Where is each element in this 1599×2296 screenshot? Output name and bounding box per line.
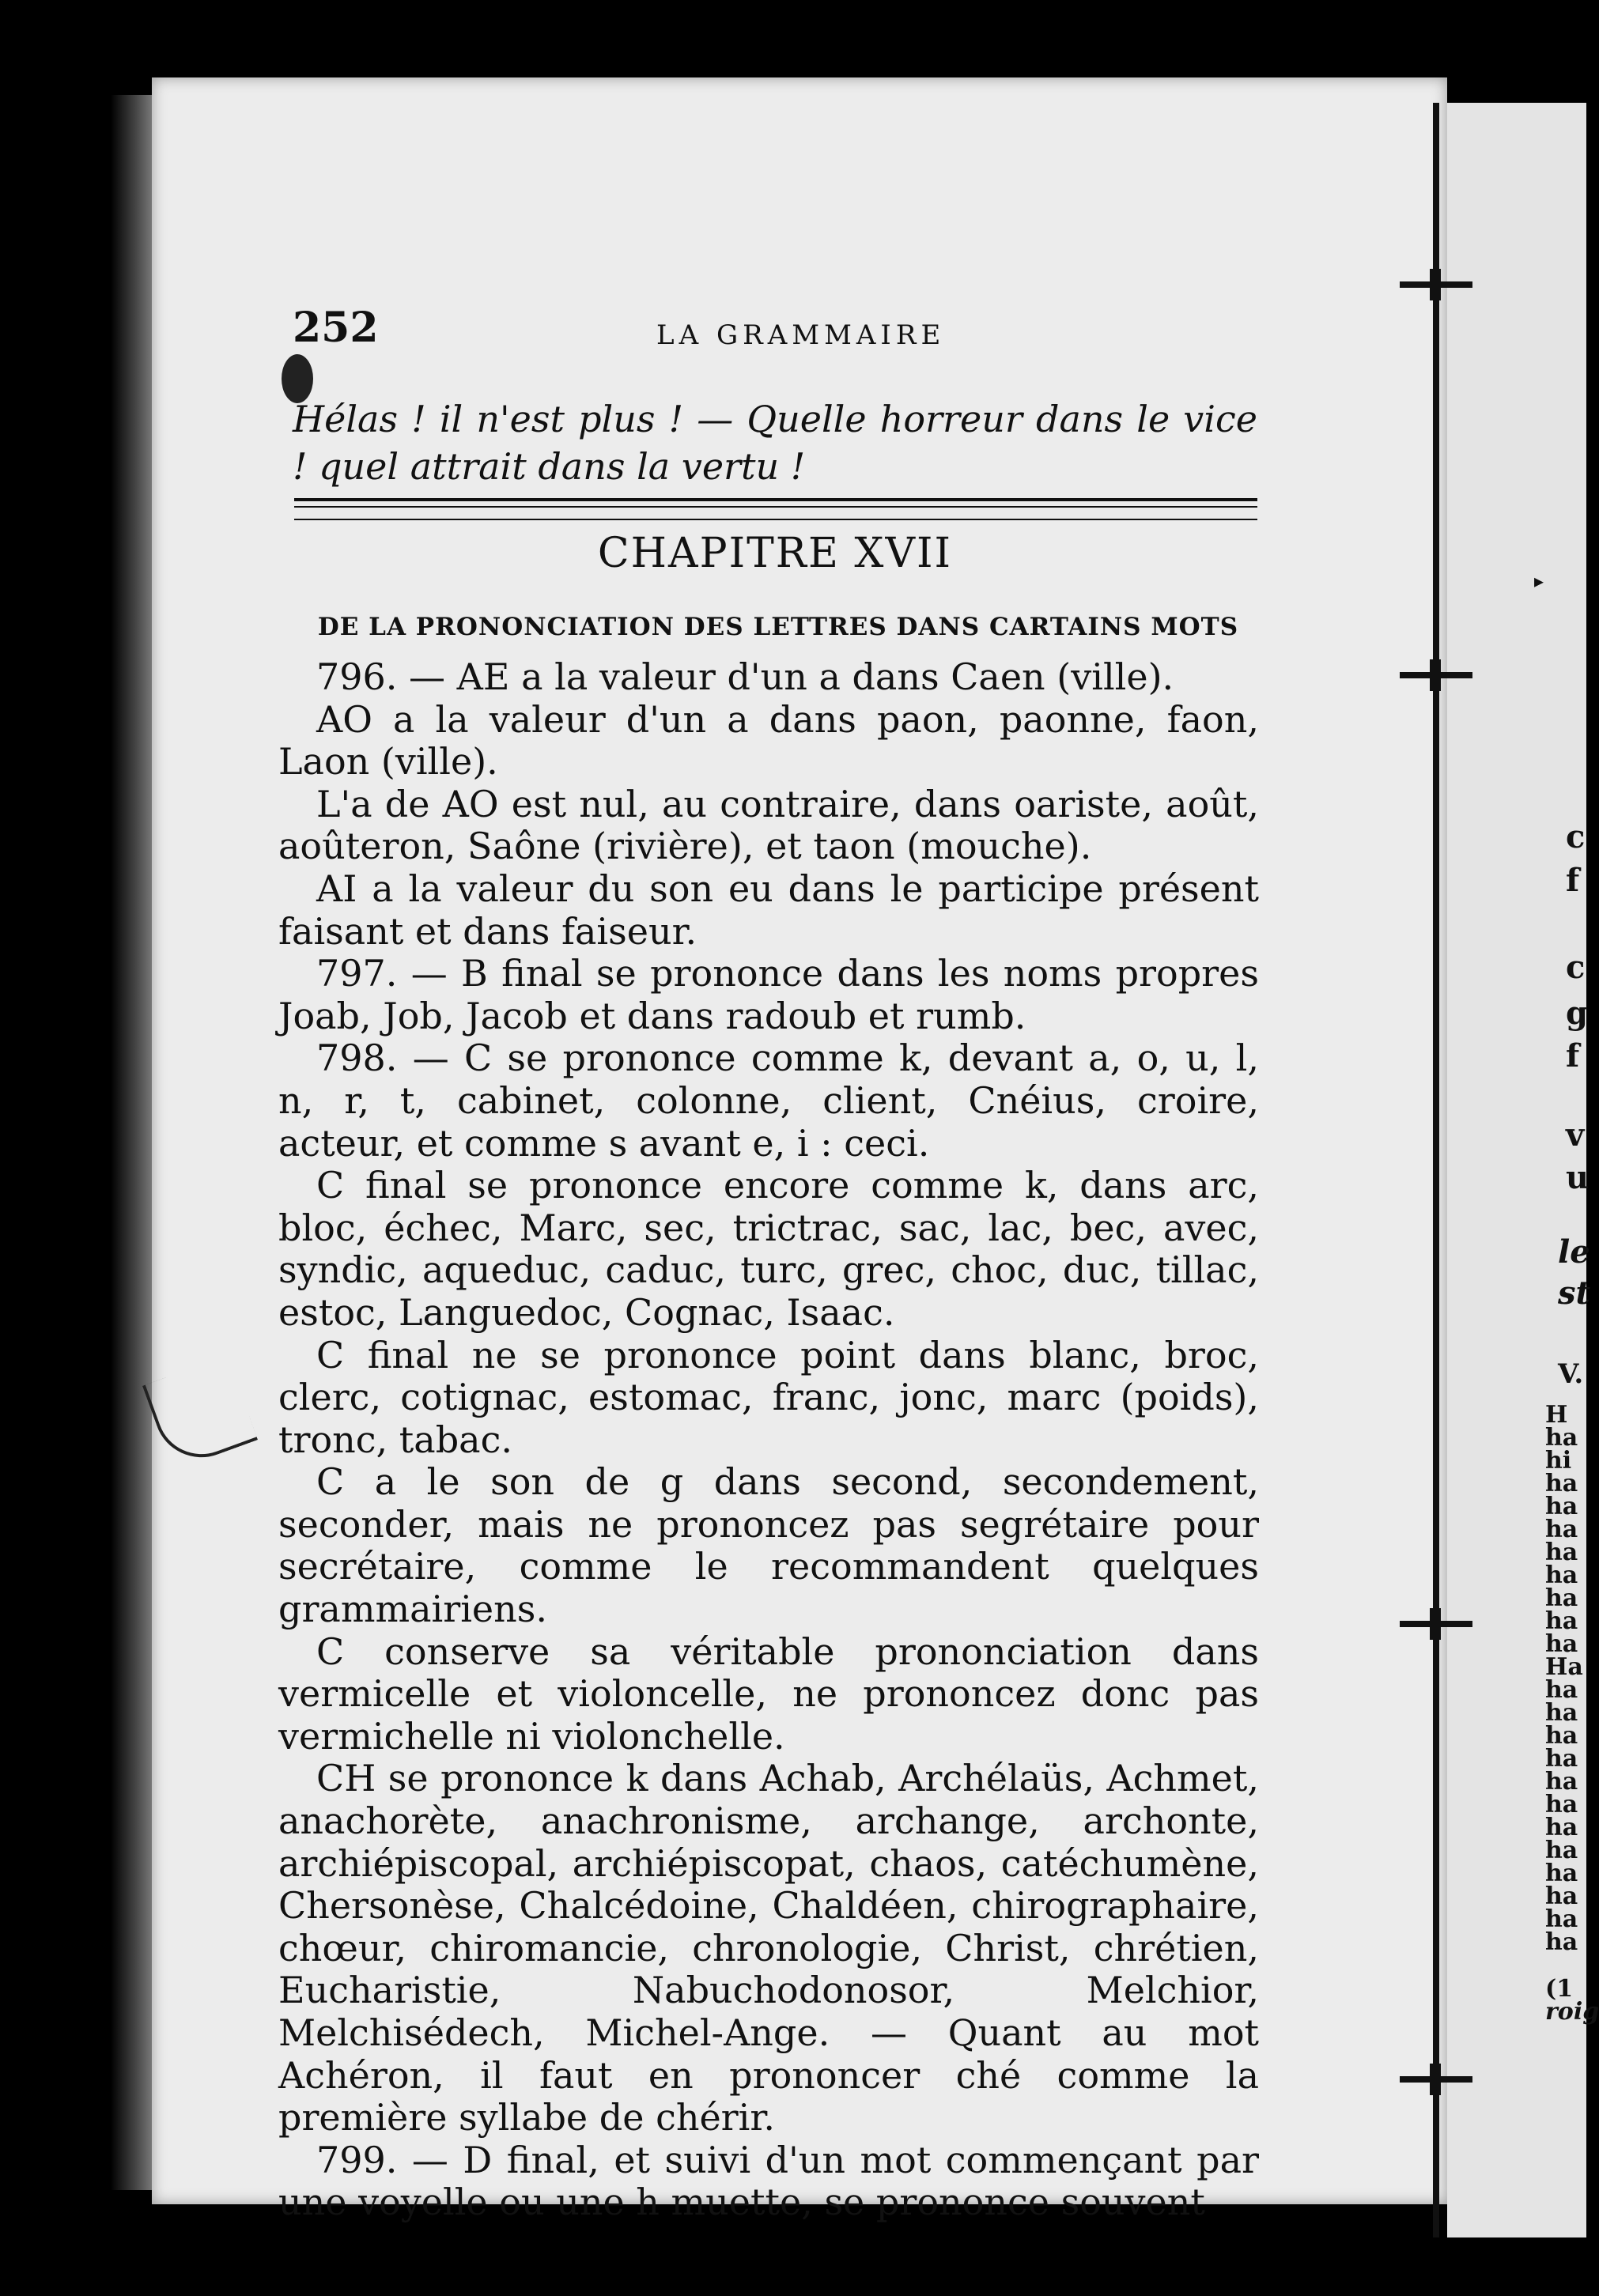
divider-rule xyxy=(294,506,1257,508)
column-word: ha xyxy=(1545,1539,1578,1566)
column-word: ha xyxy=(1545,1424,1578,1452)
edge-letter: c xyxy=(1566,949,1586,986)
column-word: ha xyxy=(1545,1768,1578,1796)
column-word: ha xyxy=(1545,1676,1578,1704)
chapter-body xyxy=(278,656,1259,2224)
column-word: ha xyxy=(1545,1493,1578,1520)
column-word: ha xyxy=(1545,1814,1578,1841)
adjacent-column xyxy=(1545,1401,1599,2026)
edge-letter: st xyxy=(1558,1275,1590,1312)
edge-letter: v xyxy=(1566,1116,1585,1154)
column-word: ha xyxy=(1545,1745,1578,1773)
column-word: ha xyxy=(1545,1837,1578,1864)
edge-letter: V. xyxy=(1558,1358,1584,1390)
paragraph: 797. — B final se prononce dans les noms propres Joab, Job, Jacob et dans radoub et rumb. xyxy=(278,952,1259,1037)
binding-mark xyxy=(1400,2076,1472,2083)
binding-mark xyxy=(1400,281,1472,288)
paragraph: CH se prononce k dans Achab, Archélaüs, Achmet, anachorète, anachronisme, archange, archonte, archiépiscopal, archiépiscopat, chaos, catéchumène, Chersonèse, Chalcédoine, Chaldéen, chirographaire, chœur, chiromancie, chronologie, Christ, chrétien, Eucharistie, Nabuchodonosor, Melchior, Melchisédech, Michel-Ange. — Quant au mot Achéron, il faut en prononcer ché comme la première syllabe de chérir. xyxy=(278,1757,1259,2139)
column-word: ha xyxy=(1545,1562,1578,1589)
paragraph: AI a la valeur du son eu dans le participe présent faisant et dans faiseur. xyxy=(278,867,1259,953)
column-word: ha xyxy=(1545,1630,1578,1658)
column-word: ha xyxy=(1545,1584,1578,1612)
column-word: ha xyxy=(1545,1699,1578,1727)
page-header xyxy=(293,304,1257,351)
column-word: ha xyxy=(1545,1791,1578,1818)
divider-rule xyxy=(294,519,1257,520)
column-word: Ha xyxy=(1545,1653,1583,1681)
paragraph: 799. — D final, et suivi d'un mot commençant par une voyelle ou une h muette, se prononce souvent xyxy=(278,2138,1259,2224)
page-number: 252 xyxy=(293,304,379,352)
column-word: ha xyxy=(1545,1905,1578,1933)
paragraph: AO a la valeur d'un a dans paon, paonne, faon, Laon (ville). xyxy=(278,697,1259,784)
edge-letter: le xyxy=(1558,1233,1590,1271)
paragraph: C a le son de g dans second, secondement, seconder, mais ne prononcez pas segrétaire pour secrétaire, comme le recommandent quelques grammairiens. xyxy=(278,1460,1259,1631)
paragraph: C final ne se prononce point dans blanc, broc, clerc, cotignac, estomac, franc, jonc, marc (poids), tronc, tabac. xyxy=(278,1333,1259,1461)
column-word: ha xyxy=(1545,1882,1578,1910)
running-title: LA GRAMMAIRE xyxy=(656,319,946,351)
column-word: ha xyxy=(1545,1722,1578,1750)
column-word: H xyxy=(1545,1401,1568,1429)
edge-letter: c xyxy=(1566,818,1586,855)
column-word: ha xyxy=(1545,1928,1578,1956)
edge-letter: f xyxy=(1566,1037,1580,1074)
chapter-title: CHAPITRE XVII xyxy=(597,530,953,577)
edge-letter: f xyxy=(1566,862,1580,899)
book-gutter xyxy=(111,95,152,2190)
column-word: ha xyxy=(1545,1516,1578,1543)
edge-letter: ▸ xyxy=(1534,569,1544,592)
intro-quote: Hélas ! il n'est plus ! — Quelle horreur dans le vice ! quel attrait dans la vertu ! xyxy=(293,398,1257,488)
binding-mark xyxy=(1400,1621,1472,1627)
column-word: ha xyxy=(1545,1607,1578,1635)
column-word: hi xyxy=(1545,1447,1572,1475)
column-word: ha xyxy=(1545,1860,1578,1887)
chapter-subtitle: DE LA PRONONCIATION DES LETTRES DANS CARTAINS MOTS xyxy=(317,613,1239,641)
page-spine xyxy=(1433,103,1439,2237)
paragraph: 798. — C se prononce comme k, devant a, o, u, l, n, r, t, cabinet, colonne, client, Cnéius, croire, acteur, et comme s avant e, i : ceci. xyxy=(278,1037,1259,1165)
edge-letter: g xyxy=(1566,995,1588,1032)
paragraph: C conserve sa véritable prononciation dans vermicelle et violoncelle, ne prononcez donc pas vermichelle ni violonchelle. xyxy=(278,1629,1259,1758)
binding-mark xyxy=(1400,672,1472,678)
paragraph: 796. — AE a la valeur d'un a dans Caen (ville). xyxy=(316,655,1174,698)
paragraph: L'a de AO est nul, au contraire, dans oariste, août, aoûteron, Saône (rivière), et taon (mouche). xyxy=(278,782,1259,868)
edge-letter: u xyxy=(1566,1159,1590,1196)
footnote-fragment: roig xyxy=(1545,1998,1599,2026)
divider-rule xyxy=(294,498,1257,501)
footnote-fragment: (1 xyxy=(1545,1975,1574,2003)
paragraph: C final se prononce encore comme k, dans arc, bloc, échec, Marc, sec, trictrac, sac, lac, bec, avec, syndic, aqueduc, caduc, turc, grec, choc, duc, tillac, estoc, Languedoc, Cognac, Isaac. xyxy=(278,1164,1259,1334)
column-word: ha xyxy=(1545,1470,1578,1497)
